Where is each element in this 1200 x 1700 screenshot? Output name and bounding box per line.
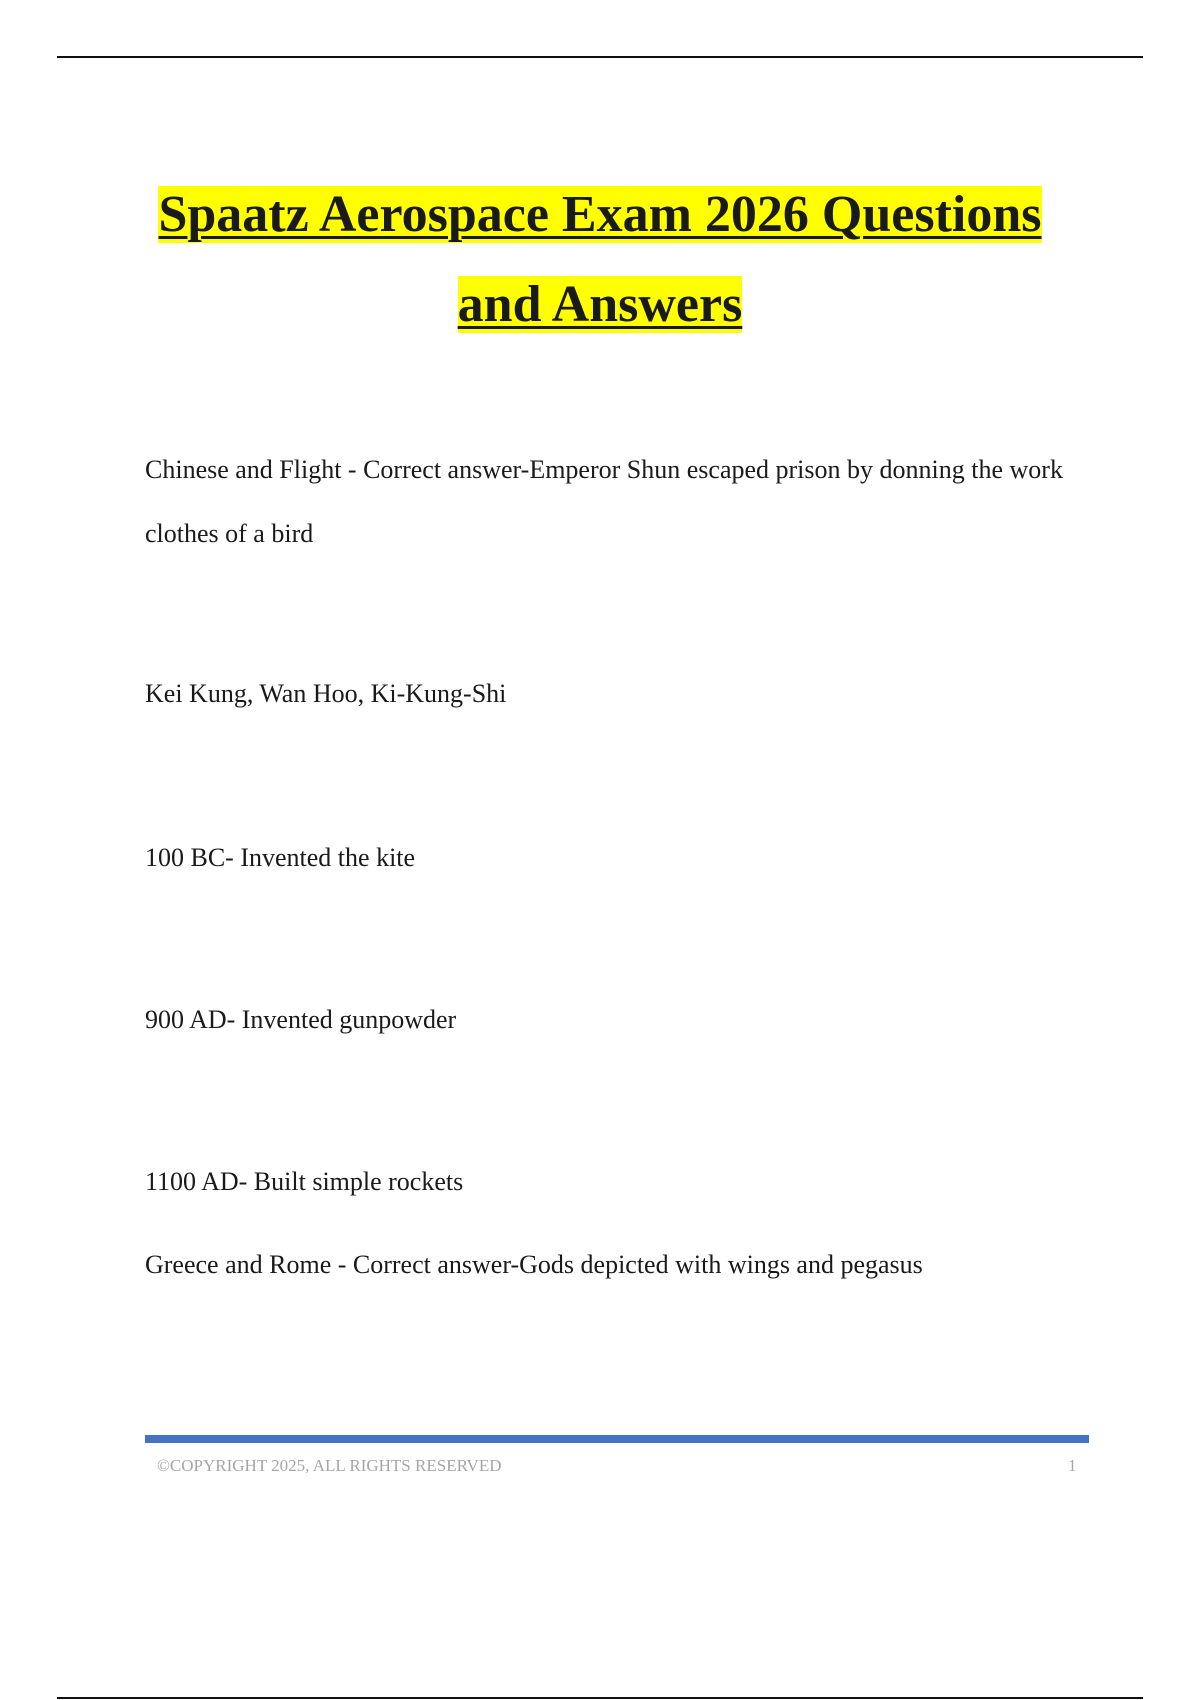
qa-entry-names: Kei Kung, Wan Hoo, Ki-Kung-Shi [145, 679, 507, 708]
footer-bar [145, 1435, 1089, 1443]
footer-page-number: 1 [1068, 1456, 1077, 1475]
qa-entry-gunpowder: 900 AD- Invented gunpowder [145, 1005, 457, 1034]
qa-entry-rockets: 1100 AD- Built simple rockets [145, 1167, 464, 1196]
qa-entry-chinese-flight: Chinese and Flight - Correct answer-Emperor Shun escaped prison by donning the work clothes of a bird [145, 455, 1063, 548]
footer-copyright: ©COPYRIGHT 2025, ALL RIGHTS RESERVED [157, 1456, 502, 1475]
bottom-divider [57, 1697, 1143, 1699]
qa-entry-kite: 100 BC- Invented the kite [145, 843, 416, 872]
page-title [60, 170, 1140, 350]
qa-entry-greece-rome: Greece and Rome - Correct answer-Gods depicted with wings and pegasus [145, 1250, 923, 1279]
top-divider [57, 56, 1143, 58]
title-line-1: Spaatz Aerospace Exam 2026 Questions [158, 186, 1042, 243]
title-line-2: and Answers [457, 276, 743, 333]
